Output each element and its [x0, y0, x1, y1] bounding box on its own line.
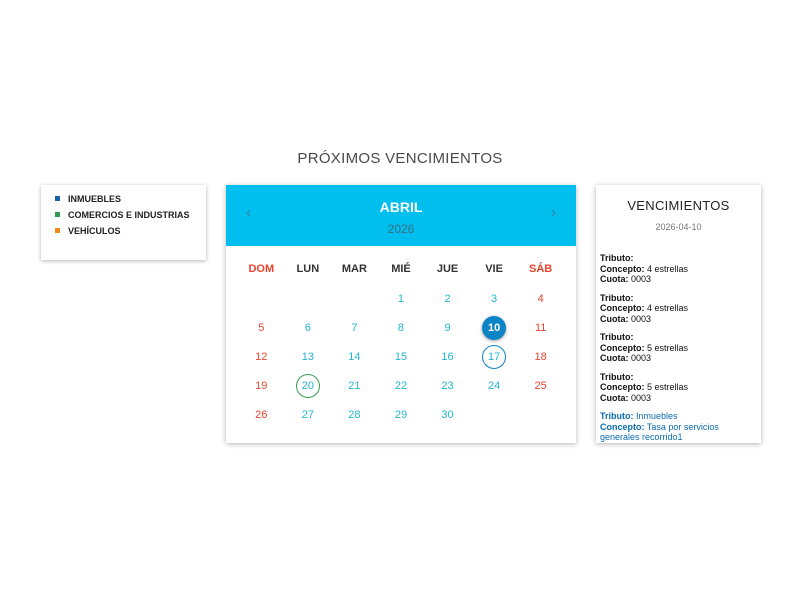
entry-cuota-label: Cuota: [600, 392, 629, 403]
legend [41, 185, 206, 260]
calendar-day-empty [471, 401, 518, 430]
calendar-day-empty [238, 284, 285, 313]
calendar-day[interactable] [517, 372, 564, 401]
weekday-label: MAR [341, 263, 367, 275]
calendar-day[interactable] [331, 372, 378, 401]
calendar-week [238, 284, 564, 313]
entry-tributo [600, 253, 758, 264]
calendar-day-empty [285, 284, 332, 313]
entry-concepto-label: Concepto: [600, 263, 645, 274]
weekday-row [238, 263, 564, 275]
entry-cuota-value: 0003 [631, 274, 652, 284]
legend-label: INMUEBLES [68, 194, 122, 204]
day-number: 29 [394, 409, 408, 422]
vencimiento-entry[interactable] [600, 411, 758, 443]
entry-tributo [600, 332, 758, 343]
weekday-label: VIE [485, 263, 503, 275]
entry-concepto-value: 4 estrellas [647, 303, 689, 313]
legend-label: VEHÍCULOS [68, 226, 121, 236]
calendar-day[interactable] [471, 342, 518, 371]
entry-tributo [600, 372, 758, 383]
entry-cuota [600, 393, 758, 404]
page-title: PRÓXIMOS VENCIMIENTOS [297, 150, 503, 167]
entry-concepto [600, 343, 758, 354]
calendar-day[interactable] [331, 401, 378, 430]
legend-label: COMERCIOS E INDUSTRIAS [68, 210, 190, 220]
entry-concepto [600, 382, 758, 393]
entry-concepto-label: Concepto: [600, 303, 645, 313]
calendar-month: ABRIL [379, 199, 423, 215]
entry-cuota-value: 0003 [631, 353, 652, 363]
day-number: 24 [487, 380, 501, 393]
day-number: 14 [348, 350, 361, 363]
day-number: 13 [301, 350, 314, 363]
day-number: 30 [441, 409, 454, 422]
calendar-day[interactable] [238, 313, 285, 342]
vencimiento-entry[interactable] [600, 293, 758, 325]
calendar-day[interactable] [331, 313, 378, 342]
chevron-left-icon[interactable]: ‹ [246, 204, 251, 221]
entry-tributo [600, 411, 758, 422]
calendar-day[interactable] [331, 342, 378, 371]
day-number: 11 [534, 321, 547, 334]
day-number [342, 287, 366, 311]
entry-cuota [600, 353, 758, 364]
day-number: 22 [394, 380, 408, 393]
legend-swatch [55, 196, 60, 201]
calendar [226, 185, 576, 443]
vencimiento-entry[interactable] [600, 372, 758, 404]
calendar-day[interactable] [285, 342, 332, 371]
calendar-day[interactable] [378, 401, 425, 430]
calendar-day[interactable] [517, 284, 564, 313]
entry-tributo-label: Tributo: [600, 292, 634, 303]
entry-cuota-label: Cuota: [600, 313, 629, 324]
calendar-day[interactable] [378, 372, 425, 401]
calendar-day-empty [517, 401, 564, 430]
calendar-header [226, 185, 576, 246]
day-number: 25 [534, 380, 547, 393]
calendar-day[interactable] [285, 401, 332, 430]
legend-swatch [55, 228, 60, 233]
day-number: 16 [441, 350, 454, 363]
calendar-day-empty [331, 284, 378, 313]
panel-date: 2026-04-10 [655, 222, 702, 232]
weekday-label: DOM [248, 263, 275, 275]
calendar-day[interactable] [424, 313, 471, 342]
calendar-week [238, 372, 564, 401]
entry-concepto-value: 5 estrellas [647, 382, 689, 392]
day-number: 26 [255, 409, 268, 422]
entry-concepto-value: 4 estrellas [647, 263, 689, 274]
day-number: 8 [397, 321, 405, 334]
calendar-year: 2026 [387, 222, 415, 236]
day-number: 5 [258, 321, 265, 334]
entry-tributo-value: Inmuebles [636, 411, 678, 421]
entry-concepto [600, 422, 758, 443]
day-number [482, 403, 506, 427]
day-number [529, 403, 553, 427]
vencimientos-list [600, 253, 758, 443]
entry-cuota [600, 274, 758, 285]
day-number: 23 [441, 380, 454, 393]
day-number: 3 [491, 292, 498, 305]
vencimientos-panel [596, 185, 761, 443]
panel-title: VENCIMIENTOS [627, 198, 730, 213]
day-number: 6 [304, 321, 311, 334]
entry-concepto [600, 303, 758, 314]
day-number: 10 [482, 316, 506, 340]
legend-item [55, 209, 196, 221]
calendar-day[interactable] [285, 372, 332, 401]
weekday-label: JUE [436, 263, 459, 275]
weekday-label: MIÉ [391, 263, 411, 275]
calendar-day[interactable] [424, 372, 471, 401]
day-number: 15 [394, 350, 408, 363]
day-number: 27 [301, 409, 314, 422]
day-number: 1 [397, 292, 405, 305]
calendar-day[interactable] [471, 313, 518, 342]
chevron-right-icon[interactable]: › [551, 204, 556, 221]
day-number: 17 [482, 345, 506, 369]
calendar-day[interactable] [238, 342, 285, 371]
calendar-week [238, 313, 564, 342]
day-number: 12 [255, 350, 268, 363]
day-number: 7 [351, 321, 358, 334]
entry-cuota-label: Cuota: [600, 353, 629, 363]
entry-tributo-label: Tributo: [600, 371, 634, 382]
day-number: 19 [255, 380, 268, 393]
entry-concepto-label: Concepto: [600, 342, 645, 353]
day-number: 21 [348, 380, 361, 393]
entry-tributo [600, 293, 758, 304]
entry-tributo-label: Tributo: [600, 253, 634, 263]
day-number: 20 [296, 374, 320, 398]
calendar-day[interactable] [238, 401, 285, 430]
day-number [296, 287, 320, 311]
calendar-day[interactable] [378, 313, 425, 342]
entry-concepto-label: Concepto: [600, 382, 645, 392]
calendar-day[interactable] [424, 342, 471, 371]
entry-concepto-value: Tasa por servicios generales recorrido1 [600, 421, 719, 442]
entry-cuota-value: 0003 [631, 313, 652, 324]
legend-item [55, 225, 196, 237]
weekday-label: SÁB [529, 263, 553, 275]
entry-cuota-value: 0003 [631, 392, 652, 403]
calendar-day[interactable] [424, 401, 471, 430]
entry-concepto-label: Concepto: [600, 421, 645, 432]
calendar-day[interactable] [471, 284, 518, 313]
calendar-grid [238, 284, 564, 430]
calendar-day[interactable] [378, 342, 425, 371]
vencimiento-entry[interactable] [600, 253, 758, 285]
calendar-day[interactable] [424, 284, 471, 313]
day-number: 18 [534, 350, 547, 363]
vencimiento-entry[interactable] [600, 332, 758, 364]
calendar-day[interactable] [378, 284, 425, 313]
day-number: 2 [444, 292, 451, 305]
entry-cuota-label: Cuota: [600, 274, 629, 284]
day-number: 28 [348, 409, 361, 422]
entry-tributo-label: Tributo: [600, 332, 634, 342]
day-number: 4 [537, 292, 544, 305]
calendar-day[interactable] [285, 313, 332, 342]
entry-concepto [600, 264, 758, 275]
calendar-day[interactable] [238, 372, 285, 401]
calendar-day[interactable] [517, 342, 564, 371]
legend-item [55, 193, 196, 205]
entry-cuota [600, 314, 758, 325]
weekday-label: LUN [296, 263, 320, 275]
entry-concepto-value: 5 estrellas [647, 342, 689, 353]
entry-tributo-label: Tributo: [600, 411, 634, 421]
calendar-day[interactable] [471, 372, 518, 401]
day-number: 9 [444, 321, 451, 334]
calendar-week [238, 401, 564, 430]
legend-swatch [55, 212, 60, 217]
calendar-week [238, 342, 564, 371]
calendar-day[interactable] [517, 313, 564, 342]
day-number [249, 287, 273, 311]
